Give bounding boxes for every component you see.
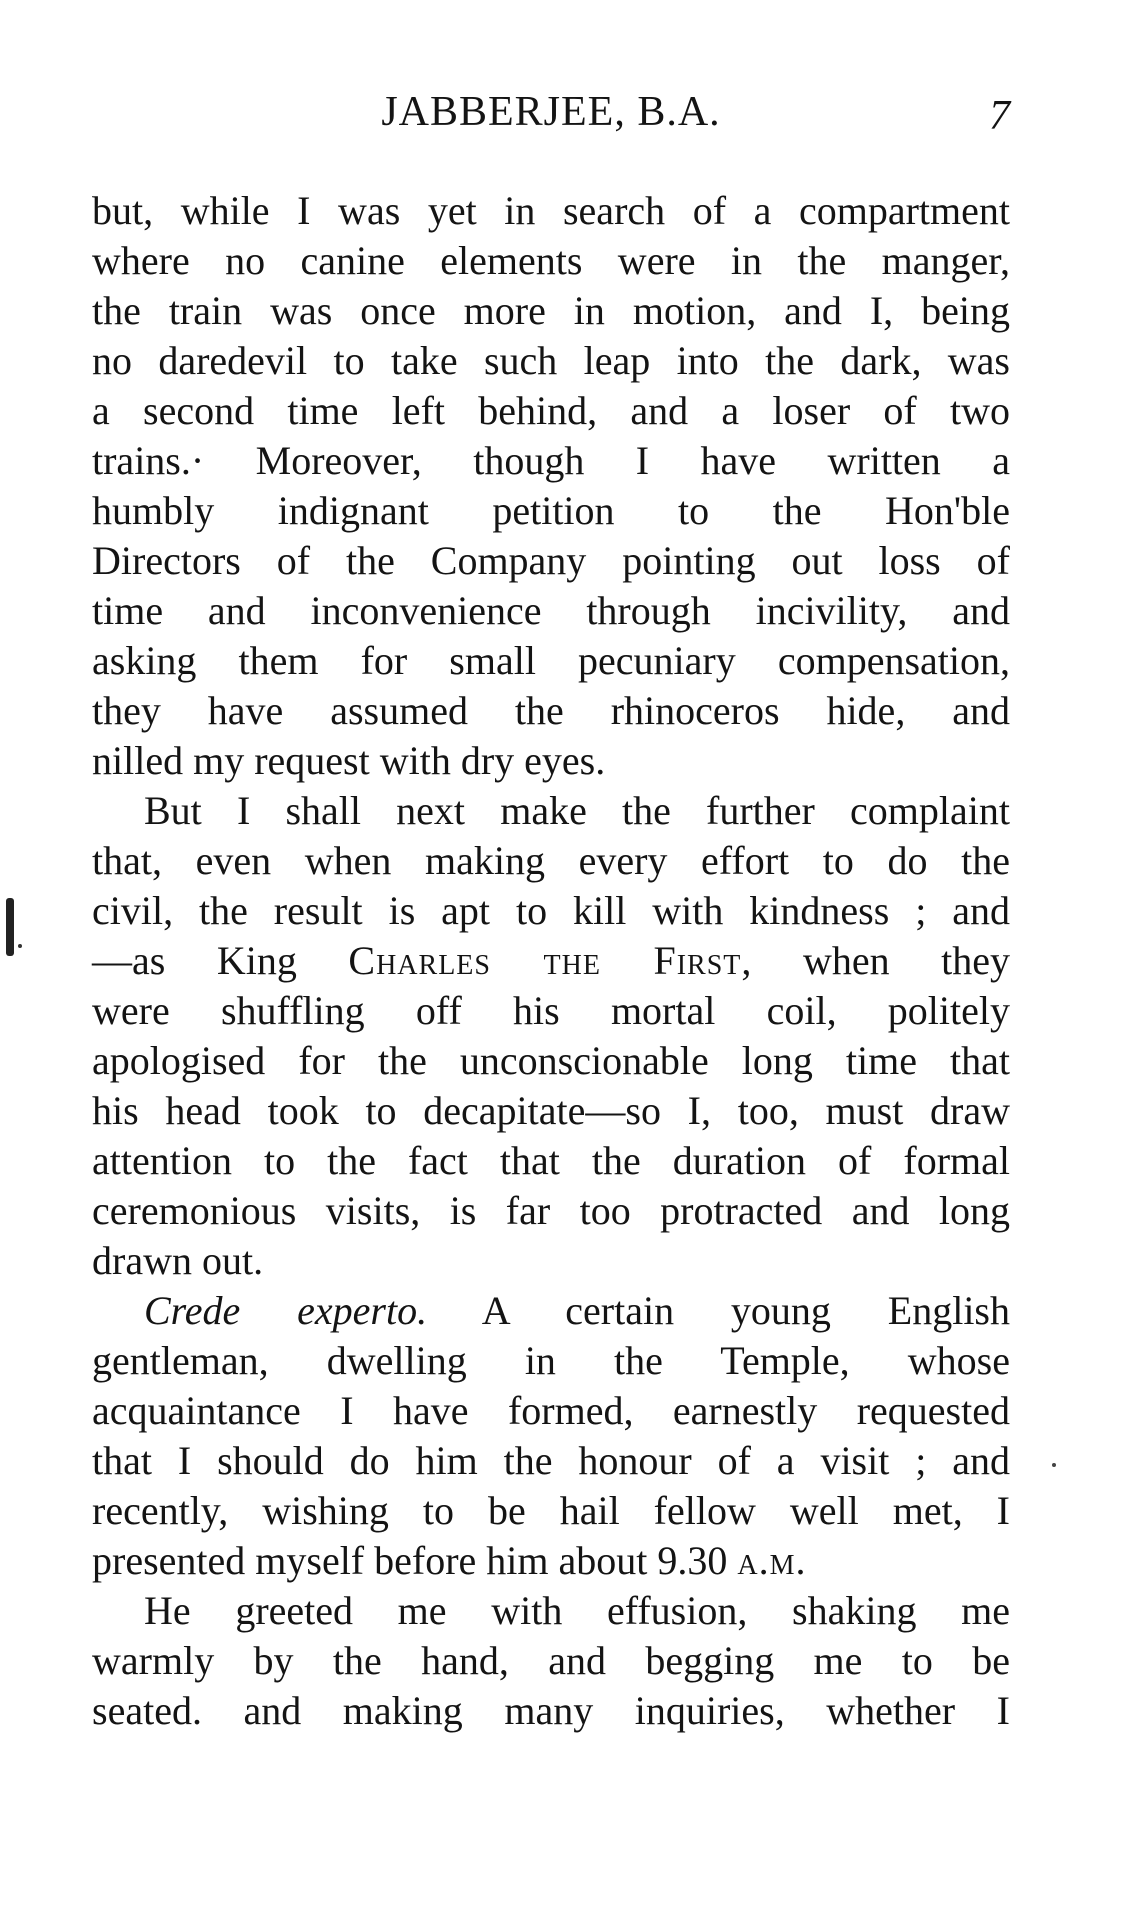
text-line: that, even when making every effort to do the [92,838,1010,883]
text-line: drawn out. [92,1238,264,1283]
text-line: where no canine elements were in the manger, [92,238,1010,283]
text-line: warmly by the hand, and begging me to be [92,1638,1010,1683]
text-line: seated. and making many inquiries, whether I [92,1688,1010,1733]
text-line: were shuffling off his mortal coil, politely [92,988,1010,1033]
running-head [92,88,1010,148]
text-line: asking them for small pecuniary compensation, [92,638,1010,683]
text-line: humbly indignant petition to the Hon'ble [92,488,1010,533]
text-line: recently, wishing to be hail fellow well met, I [92,1488,1010,1533]
text-line [92,936,1010,986]
text-line: gentleman, dwelling in the Temple, whose [92,1338,1010,1383]
text-line [92,1286,1010,1336]
text-line [92,1536,1010,1586]
text-line: acquaintance I have formed, earnestly requested [92,1388,1010,1433]
text-run: , when they [741,938,1010,983]
stray-ink-dot [1052,1463,1056,1467]
text-run: —as King [92,938,349,983]
text-line: no daredevil to take such leap into the dark, was [92,338,1010,383]
page-number: 7 [989,93,1010,139]
margin-ink-dot [18,944,22,948]
text-run: A certain young English [427,1288,1010,1333]
text-line: Directors of the Company pointing out loss of [92,538,1010,583]
text-line: civil, the result is apt to kill with kindness ; and [92,888,1010,933]
italic-phrase: Crede experto. [144,1288,428,1333]
text-line: the train was once more in motion, and I, being [92,288,1010,333]
text-line: ceremonious visits, is far too protracted and long [92,1188,1010,1233]
running-head-title: JABBERJEE, B.A. [381,89,721,135]
text-line: his head took to decapitate—so I, too, must draw [92,1088,1010,1133]
text-line: apologised for the unconscionable long time that [92,1038,1010,1083]
text-line: they have assumed the rhinoceros hide, and [92,688,1010,733]
text-line: a second time left behind, and a loser of two [92,388,1010,433]
text-line: He greeted me with effusion, shaking me [144,1588,1010,1633]
text-line: that I should do him the honour of a visit ; and [92,1438,1010,1483]
text-line: trains.· Moreover, though I have written a [92,438,1010,483]
text-line: But I shall next make the further complaint [144,788,1010,833]
text-line: but, while I was yet in search of a compartment [92,188,1010,233]
text-line: attention to the fact that the duration of formal [92,1138,1010,1183]
margin-ink-mark [6,898,14,956]
small-caps-time: a.m. [737,1538,807,1583]
text-run: presented myself before him about 9.30 [92,1538,738,1583]
text-line: time and inconvenience through incivility, and [92,588,1010,633]
body-text [92,186,1010,1736]
text-line: nilled my request with dry eyes. [92,738,606,783]
small-caps-name: Charles the First [348,938,742,983]
